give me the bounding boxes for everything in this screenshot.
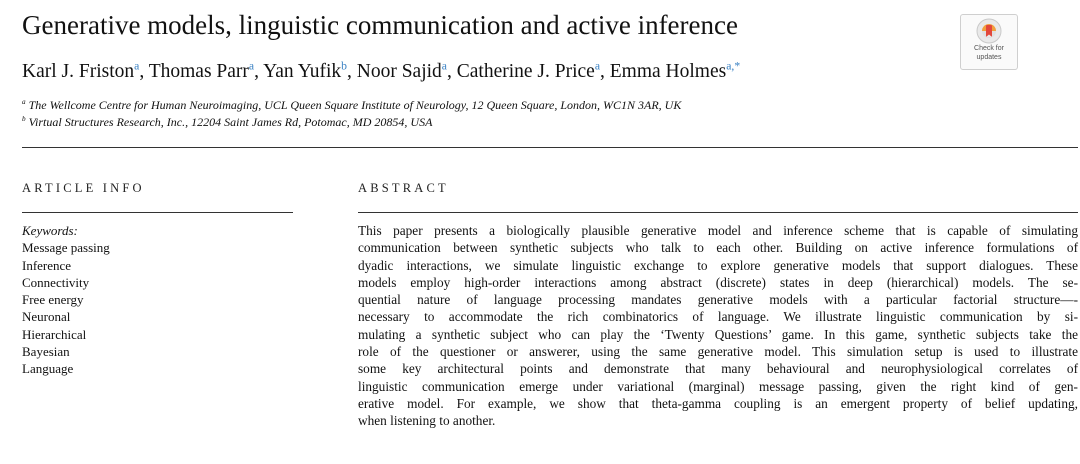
- author-separator: ,: [139, 61, 149, 82]
- abstract-line: quential nature of language processing mandates generative models with a particular factorial structure—-: [358, 292, 1078, 308]
- abstract-line: models employ high-order interactions among abstract (discrete) states in deep (hierarchical) models. The se-: [358, 274, 1078, 290]
- author-affil-sup[interactable]: a: [441, 59, 447, 73]
- author-affil-sup[interactable]: a,*: [726, 59, 741, 73]
- article-info-heading: ARTICLE INFO: [22, 181, 145, 195]
- affiliation: [22, 114, 681, 131]
- abstract-line: when listening to another.: [358, 413, 496, 429]
- affiliation-text: Virtual Structures Research, Inc., 12204 Saint James Rd, Potomac, MD 20854, USA: [28, 115, 433, 129]
- keyword: Connectivity: [22, 274, 90, 290]
- abstract-line: necessary to accommodate the rich combinatorics of language. We illustrate linguistic communication by si-: [358, 309, 1078, 325]
- article-title: Generative models, linguistic communication and active inference: [22, 10, 738, 40]
- author-affil-sup[interactable]: a: [248, 59, 255, 73]
- abstract-divider: [358, 212, 1078, 213]
- abstract-line: role of the questioner or answerer, using the same generative model. This simulation setup is used to illustrate: [358, 344, 1078, 360]
- affiliation: [22, 97, 681, 114]
- abstract-line: communication between synthetic subjects who talk to each other. Building on active inference formulations of: [358, 240, 1078, 256]
- keywords-list: [22, 222, 110, 378]
- author-affil-sup[interactable]: b: [341, 59, 347, 73]
- header-divider: [22, 147, 1078, 148]
- author-separator: ,: [254, 61, 264, 82]
- author-list: [22, 58, 740, 86]
- article-info-divider: [22, 212, 293, 213]
- keyword: Neuronal: [22, 309, 71, 325]
- author-name[interactable]: Catherine J. Price: [456, 61, 595, 82]
- keyword: Message passing: [22, 240, 110, 256]
- abstract-line: linguistic communication emerge under variational (marginal) message passing, given the right kind of gen-: [358, 378, 1078, 394]
- keyword: Language: [22, 361, 74, 377]
- check-for-updates-button[interactable]: [960, 14, 1018, 70]
- abstract-line: some key architectural points and demonstrate that many behavioural and neurophysiological correlates of: [358, 361, 1078, 377]
- author-affil-sup[interactable]: a: [134, 59, 140, 73]
- abstract-heading: ABSTRACT: [358, 181, 449, 195]
- keywords-label: Keywords:: [22, 223, 78, 238]
- author-name[interactable]: Yan Yufik: [263, 61, 342, 82]
- keyword: Hierarchical: [22, 326, 87, 342]
- author-separator: ,: [600, 61, 610, 82]
- abstract-line: erative model. For example, we show that theta-gamma coupling is an emergent property of belief updating,: [358, 395, 1078, 411]
- abstract-text: [358, 222, 1078, 430]
- affiliations: [22, 97, 681, 131]
- keyword: Free energy: [22, 292, 84, 308]
- author-affil-sup[interactable]: a: [594, 59, 601, 73]
- crossmark-icon: [976, 18, 1002, 44]
- badge-line-2: updates: [976, 54, 1002, 61]
- author-name[interactable]: Noor Sajid: [356, 61, 442, 82]
- badge-line-1: Check for: [974, 45, 1004, 52]
- affiliation-text: The Wellcome Centre for Human Neuroimaging, UCL Queen Square Institute of Neurology, 12 Queen Square, London, WC1N 3AR, UK: [28, 98, 682, 112]
- author-separator: ,: [347, 61, 357, 82]
- keyword: Inference: [22, 257, 72, 273]
- keyword: Bayesian: [22, 344, 70, 360]
- author-name[interactable]: Thomas Parr: [148, 61, 249, 82]
- abstract-line: dyadic interactions, we simulate linguistic exchange to explore generative models that support dialogues. These: [358, 257, 1078, 273]
- author-separator: ,: [446, 61, 457, 82]
- abstract-line: This paper presents a biologically plausible generative model and inference scheme that is capable of simulating: [358, 223, 1078, 238]
- author-name[interactable]: Karl J. Friston: [22, 61, 135, 82]
- abstract-line: mulating a synthetic subject who can play the ‘Twenty Questions’ game. In this game, synthetic subjects take the: [358, 326, 1078, 342]
- affiliation-sup: a: [22, 98, 26, 106]
- author-name[interactable]: Emma Holmes: [609, 61, 727, 82]
- affiliation-sup: b: [22, 115, 26, 123]
